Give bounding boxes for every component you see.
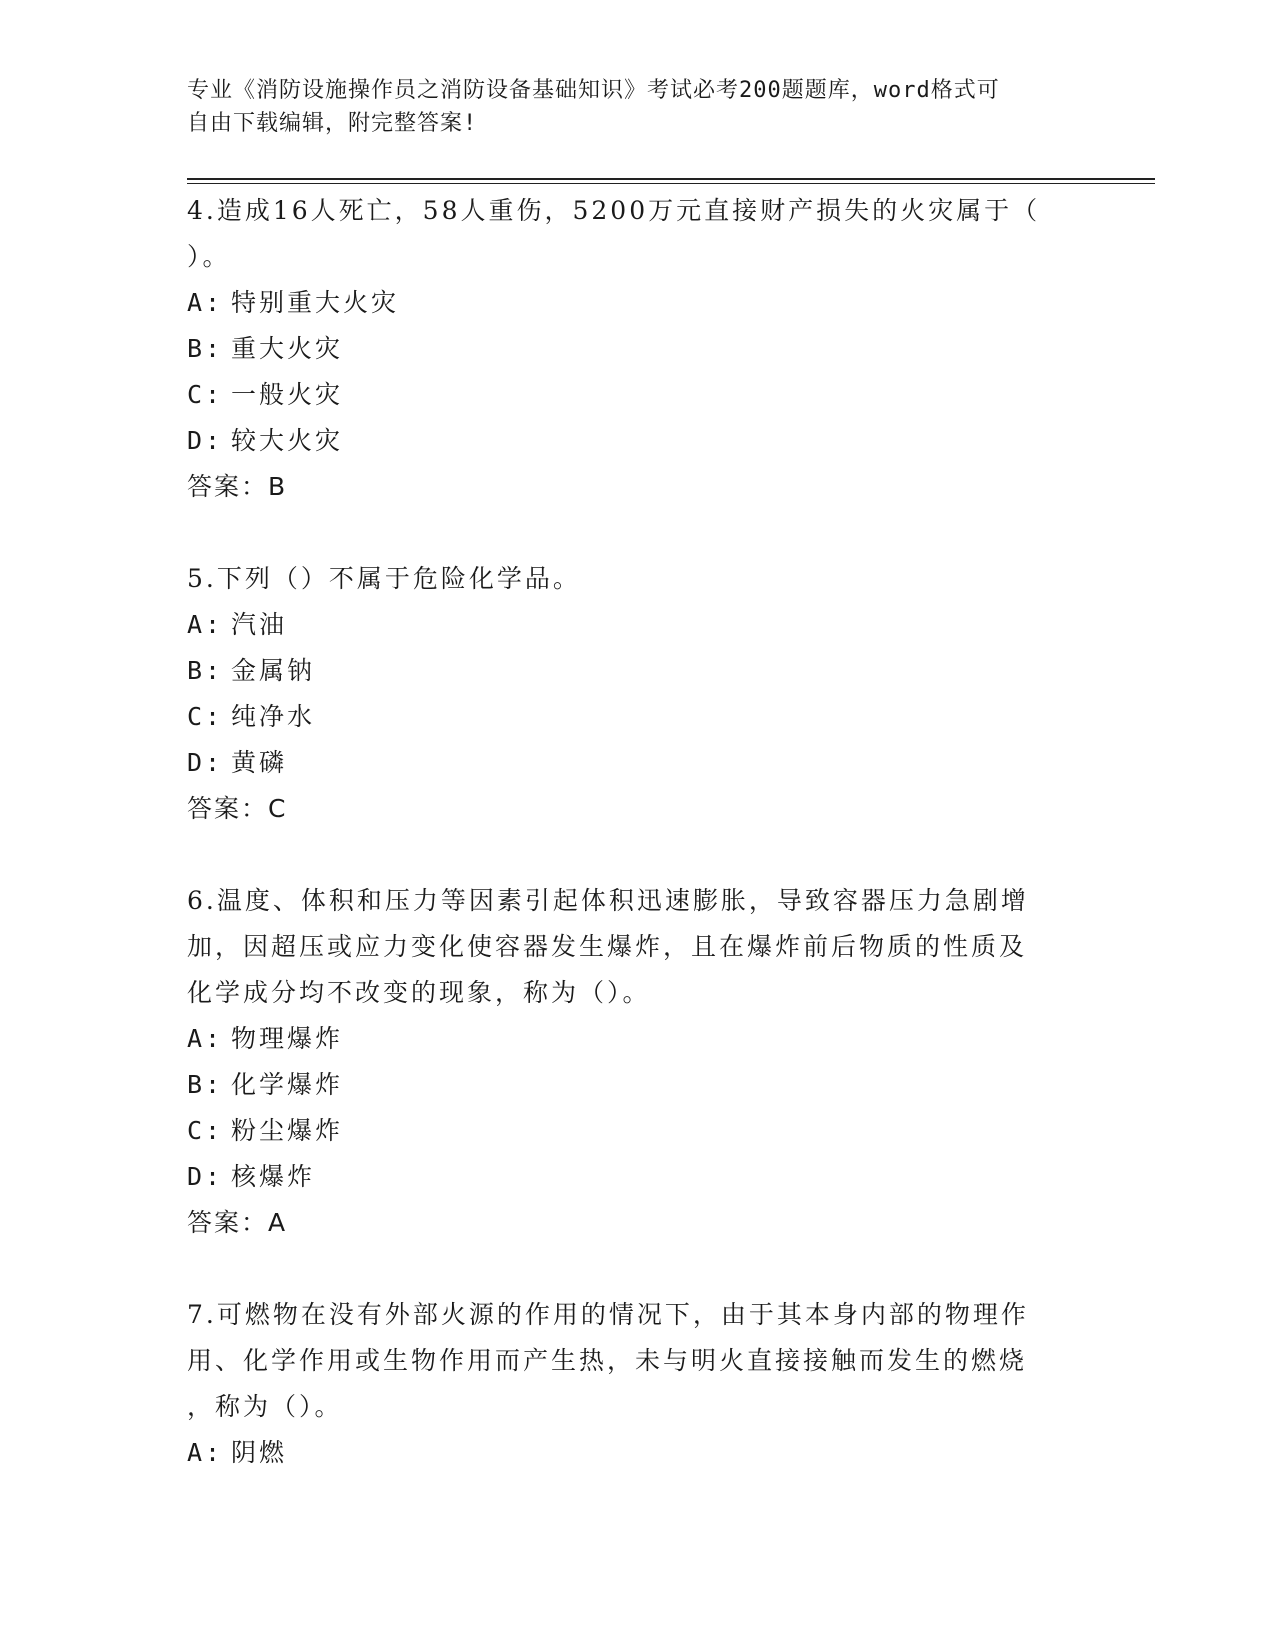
stem-line: ）。 [187,242,231,271]
stem-line: 加，因超压或应力变化使容器发生爆炸，且在爆炸前后物质的性质及 [187,932,1028,961]
option-letter: C: [187,702,224,731]
question-7 [187,1292,1067,1476]
question-stem [187,188,1067,280]
option-letter: C: [187,380,224,409]
option-d [187,1154,1067,1200]
option-letter: A: [187,1024,224,1053]
option-a [187,602,1067,648]
stem-line: 化学成分均不改变的现象，称为（）。 [187,978,651,1007]
option-a [187,280,1067,326]
question-5 [187,556,1067,832]
option-letter: B: [187,334,224,363]
header-divider-thick [187,178,1155,180]
option-text: 化学爆炸 [231,1070,344,1099]
option-d [187,740,1067,786]
option-letter: C: [187,1116,224,1145]
header-line-1: 专业《消防设施操作员之消防设备基础知识》考试必考200题题库，word格式可 [187,78,1000,103]
stem-line: 5.下列（）不属于危险化学品。 [187,564,581,593]
option-text: 较大火灾 [231,426,344,455]
option-c [187,1108,1067,1154]
option-text: 物理爆炸 [231,1024,344,1053]
option-b [187,648,1067,694]
option-a [187,1430,1067,1476]
question-stem [187,556,1067,602]
document-header [187,74,1067,140]
option-letter: B: [187,1070,224,1099]
question-spacer [187,510,1067,556]
option-letter: D: [187,748,224,777]
option-letter: D: [187,426,224,455]
question-spacer [187,1246,1067,1292]
option-letter: B: [187,656,224,685]
option-letter: A: [187,288,224,317]
option-letter: A: [187,1438,224,1467]
option-text: 特别重大火灾 [231,288,400,317]
stem-line: 6.温度、体积和压力等因素引起体积迅速膨胀，导致容器压力急剧增 [187,886,1029,915]
option-text: 阴燃 [231,1438,288,1467]
option-text: 黄磷 [231,748,288,777]
option-text: 纯净水 [231,702,316,731]
answer-line: 答案：C [187,794,288,823]
option-text: 汽油 [231,610,288,639]
question-list [187,188,1067,1476]
option-text: 金属钠 [231,656,316,685]
answer-line: 答案：B [187,472,288,501]
question-6 [187,878,1067,1246]
stem-line: 用、化学作用或生物作用而产生热，未与明火直接接触而发生的燃烧 [187,1346,1028,1375]
option-text: 核爆炸 [231,1162,316,1191]
option-letter: A: [187,610,224,639]
option-b [187,326,1067,372]
question-stem [187,1292,1067,1430]
answer-line: 答案：A [187,1208,288,1237]
option-text: 一般火灾 [231,380,344,409]
question-spacer [187,832,1067,878]
stem-line: 4.造成16人死亡，58人重伤，5200万元直接财产损失的火灾属于（ [187,196,1041,225]
option-b [187,1062,1067,1108]
option-text: 粉尘爆炸 [231,1116,344,1145]
question-4 [187,188,1067,510]
question-stem [187,878,1067,1016]
option-a [187,1016,1067,1062]
option-d [187,418,1067,464]
header-divider-thin [187,183,1155,184]
stem-line: 7.可燃物在没有外部火源的作用的情况下，由于其本身内部的物理作 [187,1300,1029,1329]
stem-line: ，称为（）。 [187,1392,343,1421]
header-line-2: 自由下载编辑，附完整答案! [187,111,478,136]
option-text: 重大火灾 [231,334,344,363]
option-c [187,694,1067,740]
option-c [187,372,1067,418]
option-letter: D: [187,1162,224,1191]
